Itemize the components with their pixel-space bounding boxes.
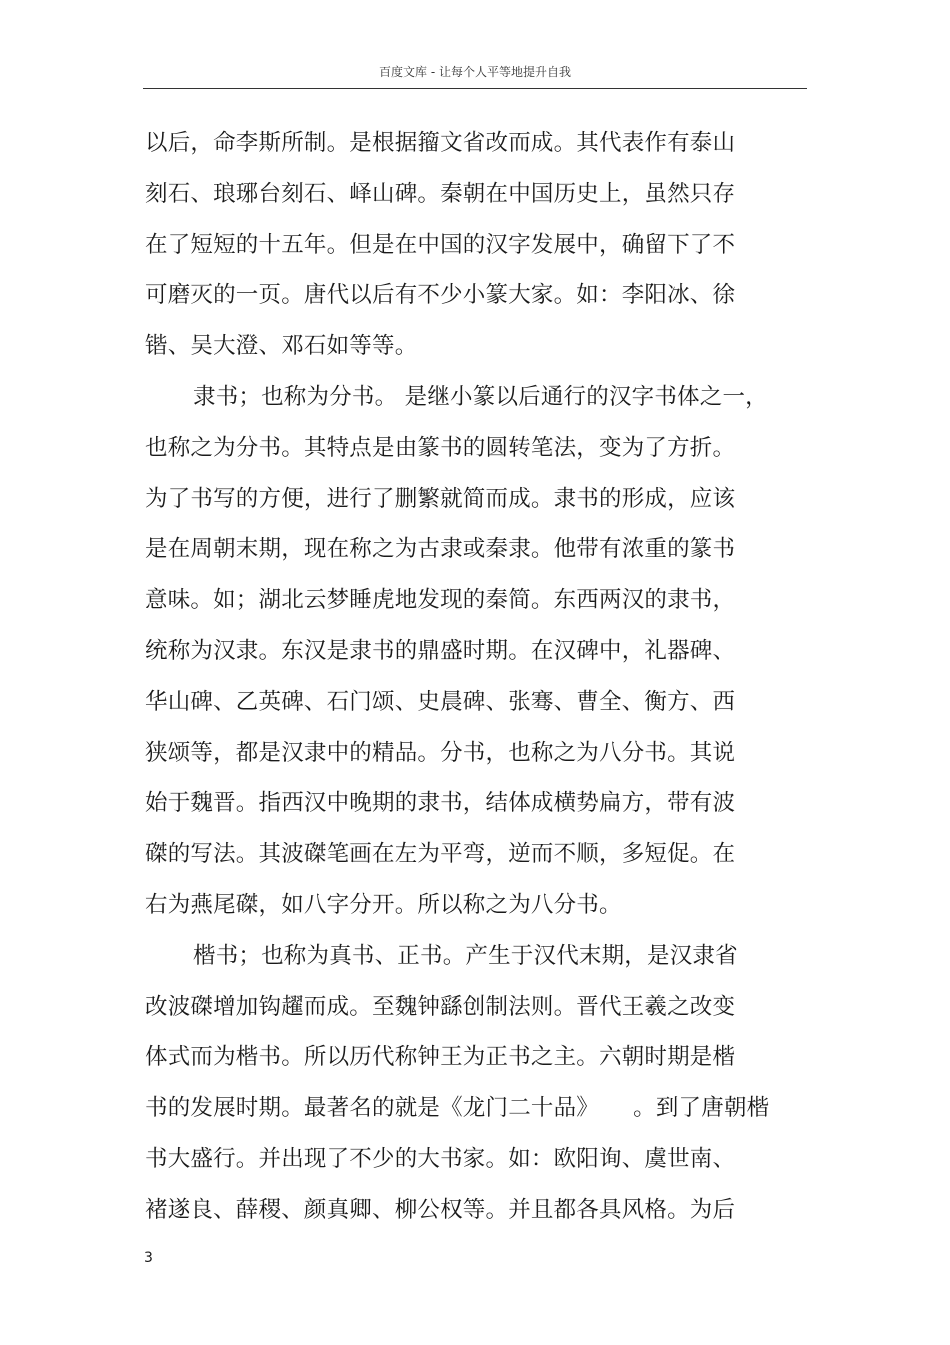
text-line: 统称为汉隶。东汉是隶书的鼎盛时期。在汉碑中，礼器碑、 xyxy=(145,637,736,664)
text-line: 始于魏晋。指西汉中晚期的隶书，结体成横势扁方，带有波 xyxy=(145,790,736,817)
text-line: 刻石、琅琊台刻石、峄山碑。秦朝在中国历史上，虽然只存 xyxy=(145,180,736,207)
text-line: 书的发展时期。最著名的就是《龙门二十品》 。到了唐朝楷 xyxy=(145,1095,770,1122)
text-line: 改波磔增加钩趯而成。至魏钟繇创制法则。晋代王羲之改变 xyxy=(145,993,736,1020)
text-line: 磔的写法。其波磔笔画在左为平弯，逆而不顺，多短促。在 xyxy=(145,841,736,868)
text-line: 体式而为楷书。所以历代称钟王为正书之主。六朝时期是楷 xyxy=(145,1044,736,1071)
text-line: 锴、吴大澄、邓石如等等。 xyxy=(145,333,418,360)
text-line: 为了书写的方便，进行了删繁就简而成。隶书的形成，应该 xyxy=(145,485,736,512)
text-line: 右为燕尾磔，如八字分开。所以称之为八分书。 xyxy=(145,891,622,918)
text-line: 狭颂等，都是汉隶中的精品。分书，也称之为八分书。其说 xyxy=(145,739,736,766)
text-line: 也称之为分书。其特点是由篆书的圆转笔法，变为了方折。 xyxy=(145,434,736,461)
page-header: 百度文库 - 让每个人平等地提升自我 xyxy=(143,62,807,89)
text-line: 书大盛行。并出现了不少的大书家。如：欧阳询、虞世南、 xyxy=(145,1145,736,1172)
text-line: 意味。如；湖北云梦睡虎地发现的秦简。东西两汉的隶书， xyxy=(145,587,736,614)
paragraph-start-line: 隶书；也称为分书。 是继小篆以后通行的汉字书体之一， xyxy=(193,383,768,410)
text-line: 可磨灭的一页。唐代以后有不少小篆大家。如：李阳冰、徐 xyxy=(145,282,736,309)
page-number: 3 xyxy=(144,1250,153,1266)
text-line: 华山碑、乙英碑、石门颂、史晨碑、张骞、曹全、衡方、西 xyxy=(145,688,736,715)
text-line: 以后，命李斯所制。是根据籀文省改而成。其代表作有泰山 xyxy=(145,130,736,156)
text-line: 褚遂良、薛稷、颜真卿、柳公权等。并且都各具风格。为后 xyxy=(145,1196,736,1223)
paragraph-start-line: 楷书；也称为真书、正书。产生于汉代末期，是汉隶省 xyxy=(193,942,738,969)
document-body xyxy=(145,118,785,1236)
text-line: 在了短短的十五年。但是在中国的汉字发展中，确留下了不 xyxy=(145,231,736,258)
text-line: 是在周朝末期，现在称之为古隶或秦隶。他带有浓重的篆书 xyxy=(145,536,736,563)
